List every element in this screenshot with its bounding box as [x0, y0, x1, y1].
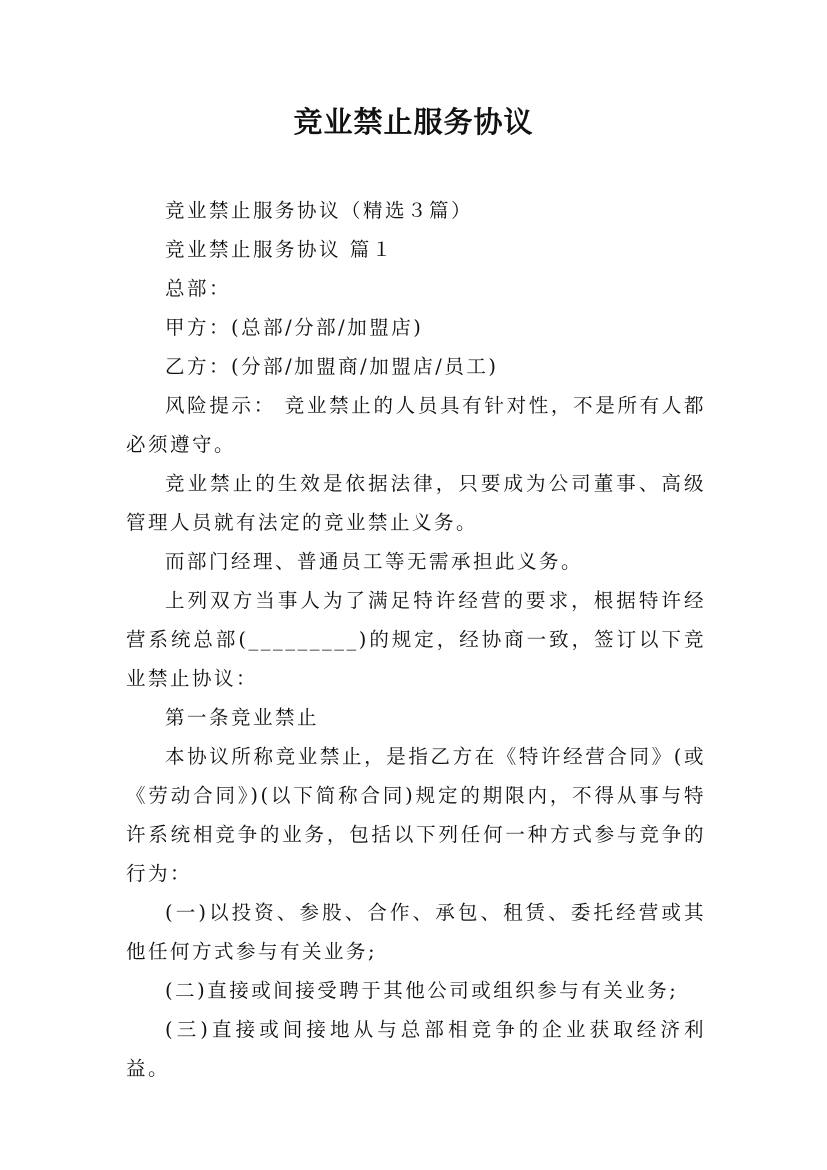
paragraph-exemption: 而部门经理、普通员工等无需承担此义务。 — [165, 550, 584, 573]
paragraph-clause-3: (三)直接或间接地从与总部相竞争的企业获取经济利益。 — [126, 1018, 706, 1080]
paragraph-heading-collection: 竞业禁止服务协议（精选３篇） — [165, 199, 474, 222]
document-title: 竞业禁止服务协议 — [293, 105, 534, 139]
paragraph-party-a: 甲方：(总部/分部/加盟店) — [165, 316, 424, 339]
paragraph-heading-part-1: 竞业禁止服务协议 篇１ — [165, 238, 394, 261]
paragraph-legal-basis: 竞业禁止的生效是依据法律，只要成为公司董事、高级管理人员就有法定的竞业禁止义务。 — [126, 472, 706, 534]
paragraph-risk-notice: 风险提示： 竞业禁止的人员具有针对性，不是所有人都必须遵守。 — [126, 394, 706, 456]
paragraph-article-1-definition: 本协议所称竞业禁止，是指乙方在《特许经营合同》(或《劳动合同》)(以下简称合同)规定的期限内，不得从事与特许系统相竞争的业务，包括以下列任何一种方式参与竞争的行为： — [126, 745, 706, 885]
paragraph-clause-2: (二)直接或间接受聘于其他公司或组织参与有关业务; — [165, 979, 679, 1002]
paragraph-article-1-heading: 第一条竞业禁止 — [165, 706, 320, 729]
paragraph-preamble: 上列双方当事人为了满足特许经营的要求，根据特许经营系统总部(_________)的规定，经协商一致，签订以下竞业禁止协议： — [126, 589, 706, 690]
document-body — [126, 191, 706, 1088]
paragraph-clause-1: (一)以投资、参股、合作、承包、租赁、委托经营或其他任何方式参与有关业务; — [126, 901, 706, 963]
paragraph-party-b: 乙方：(分部/加盟商/加盟店/员工) — [165, 355, 499, 378]
paragraph-headquarters: 总部： — [165, 277, 232, 300]
